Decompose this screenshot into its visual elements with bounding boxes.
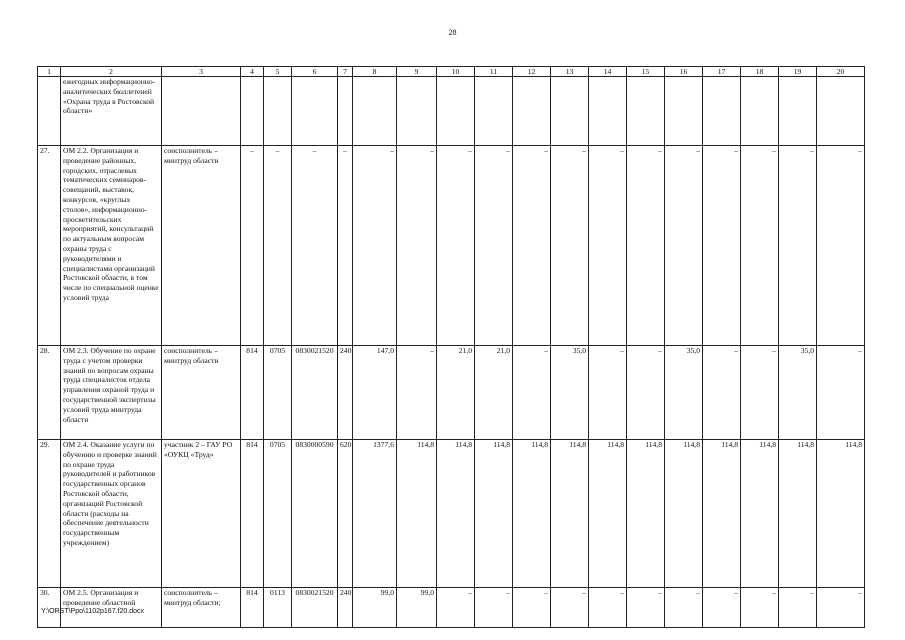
table-cell [38, 77, 61, 146]
table-cell: 0113 [264, 588, 292, 628]
table-cell [338, 77, 353, 146]
table-cell: – [627, 346, 665, 440]
table-cell: 114,8 [513, 440, 551, 588]
table-cell: 0830021520 [292, 588, 338, 628]
table-cell: – [817, 346, 865, 440]
table-cell [397, 77, 437, 146]
table-cell: – [741, 588, 779, 628]
table-cell [513, 77, 551, 146]
table-cell: 114,8 [627, 440, 665, 588]
table-cell: 240 [338, 588, 353, 628]
table-cell: соисполнитель – минтруд области [162, 146, 241, 346]
table-cell: 35,0 [779, 346, 817, 440]
table-cell: – [397, 146, 437, 346]
table-cell: – [589, 588, 627, 628]
column-number: 10 [437, 67, 475, 77]
table-cell: – [665, 146, 703, 346]
table-row [38, 146, 865, 346]
column-number-row [38, 67, 865, 77]
table-cell: 114,8 [741, 440, 779, 588]
table-cell: – [353, 146, 397, 346]
table-cell: 814 [241, 588, 264, 628]
table-cell: – [703, 588, 741, 628]
table-cell: 21,0 [475, 346, 513, 440]
table-cell [741, 77, 779, 146]
table-cell: 28. [38, 346, 61, 440]
table-row [38, 588, 865, 628]
table-cell: ОМ 2.5. Организация и проведение областной [61, 588, 162, 628]
table-cell: 0830000590 [292, 440, 338, 588]
column-number: 12 [513, 67, 551, 77]
table-cell: 99,0 [397, 588, 437, 628]
table-cell [627, 77, 665, 146]
table-cell [779, 77, 817, 146]
table-cell: 21,0 [437, 346, 475, 440]
table-cell: – [551, 588, 589, 628]
file-path-footer: Y:\ORST\Ppo\1102p167.f20.docx [41, 608, 144, 615]
column-number: 9 [397, 67, 437, 77]
table-cell: – [551, 146, 589, 346]
table-cell: – [513, 346, 551, 440]
table-cell: 114,8 [475, 440, 513, 588]
table-cell: 114,8 [397, 440, 437, 588]
column-number: 18 [741, 67, 779, 77]
column-number: 8 [353, 67, 397, 77]
table-cell: 35,0 [551, 346, 589, 440]
table-cell: 114,8 [779, 440, 817, 588]
table-cell: – [513, 588, 551, 628]
table-cell: – [264, 146, 292, 346]
table-cell [264, 77, 292, 146]
table-cell: 30. [38, 588, 61, 628]
table-cell: – [437, 146, 475, 346]
table-cell: 35,0 [665, 346, 703, 440]
table-cell: – [241, 146, 264, 346]
table-cell: ОМ 2.3. Обучение по охране труда с учетом проверки знаний по вопросам охраны труда специалистов отдела управления охраной труда и государственной экспертизы условий труда минтруда области [61, 346, 162, 440]
table-cell: 0830021520 [292, 346, 338, 440]
column-number: 3 [162, 67, 241, 77]
table-cell: ОМ 2.4. Оказание услуги по обучению и проверке знаний по охране труда руководителей и работников государственных органов Ростовской области, организаций Ростовской области (расходы на обеспечение деятельности государственным учреждением) [61, 440, 162, 588]
column-number: 15 [627, 67, 665, 77]
table-cell [551, 77, 589, 146]
column-number: 2 [61, 67, 162, 77]
table-cell: – [817, 146, 865, 346]
table-cell: 1377,6 [353, 440, 397, 588]
table-cell: – [397, 346, 437, 440]
table-cell: 814 [241, 440, 264, 588]
table-cell: – [703, 146, 741, 346]
column-number: 13 [551, 67, 589, 77]
column-number: 1 [38, 67, 61, 77]
table-cell [241, 77, 264, 146]
page-number: 28 [448, 28, 457, 37]
table-cell: 620 [338, 440, 353, 588]
table-cell: – [589, 146, 627, 346]
table-cell: 0705 [264, 346, 292, 440]
table-cell: – [437, 588, 475, 628]
table-cell: – [703, 346, 741, 440]
table-cell: – [475, 146, 513, 346]
table-cell: – [741, 146, 779, 346]
column-number: 4 [241, 67, 264, 77]
table-cell [475, 77, 513, 146]
table-cell: 114,8 [589, 440, 627, 588]
column-number: 17 [703, 67, 741, 77]
table-cell: соисполнитель – минтруд области [162, 346, 241, 440]
column-number: 11 [475, 67, 513, 77]
table-cell: 29. [38, 440, 61, 588]
table-cell [665, 77, 703, 146]
table-cell: 27. [38, 146, 61, 346]
table-cell: 114,8 [665, 440, 703, 588]
table-cell: – [817, 588, 865, 628]
table-cell: – [589, 346, 627, 440]
column-number: 19 [779, 67, 817, 77]
table-cell [353, 77, 397, 146]
table-cell: 114,8 [551, 440, 589, 588]
table-cell [437, 77, 475, 146]
table-cell: 147,0 [353, 346, 397, 440]
budget-table [37, 66, 865, 628]
table-cell: – [741, 346, 779, 440]
table-cell [292, 77, 338, 146]
table-cell: участник 2 – ГАУ РО «ОУКЦ «Труд» [162, 440, 241, 588]
table-cell: 114,8 [437, 440, 475, 588]
table-cell: – [627, 588, 665, 628]
column-number: 5 [264, 67, 292, 77]
table-cell: ежегодных информационно-аналитических бюллетеней «Охрана труда в Ростовской области» [61, 77, 162, 146]
column-number: 16 [665, 67, 703, 77]
table-cell: 99,0 [353, 588, 397, 628]
table-cell: 814 [241, 346, 264, 440]
column-number: 20 [817, 67, 865, 77]
table-row [38, 440, 865, 588]
table-cell [589, 77, 627, 146]
table-cell: 0705 [264, 440, 292, 588]
table-row [38, 77, 865, 146]
table-cell: – [292, 146, 338, 346]
table-row [38, 346, 865, 440]
table-cell: 114,8 [703, 440, 741, 588]
table-cell: ОМ 2.2. Организация и проведение районных, городских, отраслевых тематических семинаров-совещаний, выставок, конкурсов, «круглых столов», информационно-просветительских мероприятий, консультаций по актуальным вопросам охраны труда с руководителями и специалистами организаций Ростовской области, в том числе по специальной оценке условий труда [61, 146, 162, 346]
table-cell: 240 [338, 346, 353, 440]
column-number: 14 [589, 67, 627, 77]
table-cell: – [513, 146, 551, 346]
table-cell: 114,8 [817, 440, 865, 588]
table-cell [162, 77, 241, 146]
table-cell [703, 77, 741, 146]
table-cell: – [338, 146, 353, 346]
table-cell [817, 77, 865, 146]
table-cell: – [627, 146, 665, 346]
table-cell: – [665, 588, 703, 628]
table-cell: – [779, 588, 817, 628]
column-number: 6 [292, 67, 338, 77]
column-number: 7 [338, 67, 353, 77]
table-cell: соисполнитель – минтруд области; [162, 588, 241, 628]
table-cell: – [475, 588, 513, 628]
table-cell: – [779, 146, 817, 346]
